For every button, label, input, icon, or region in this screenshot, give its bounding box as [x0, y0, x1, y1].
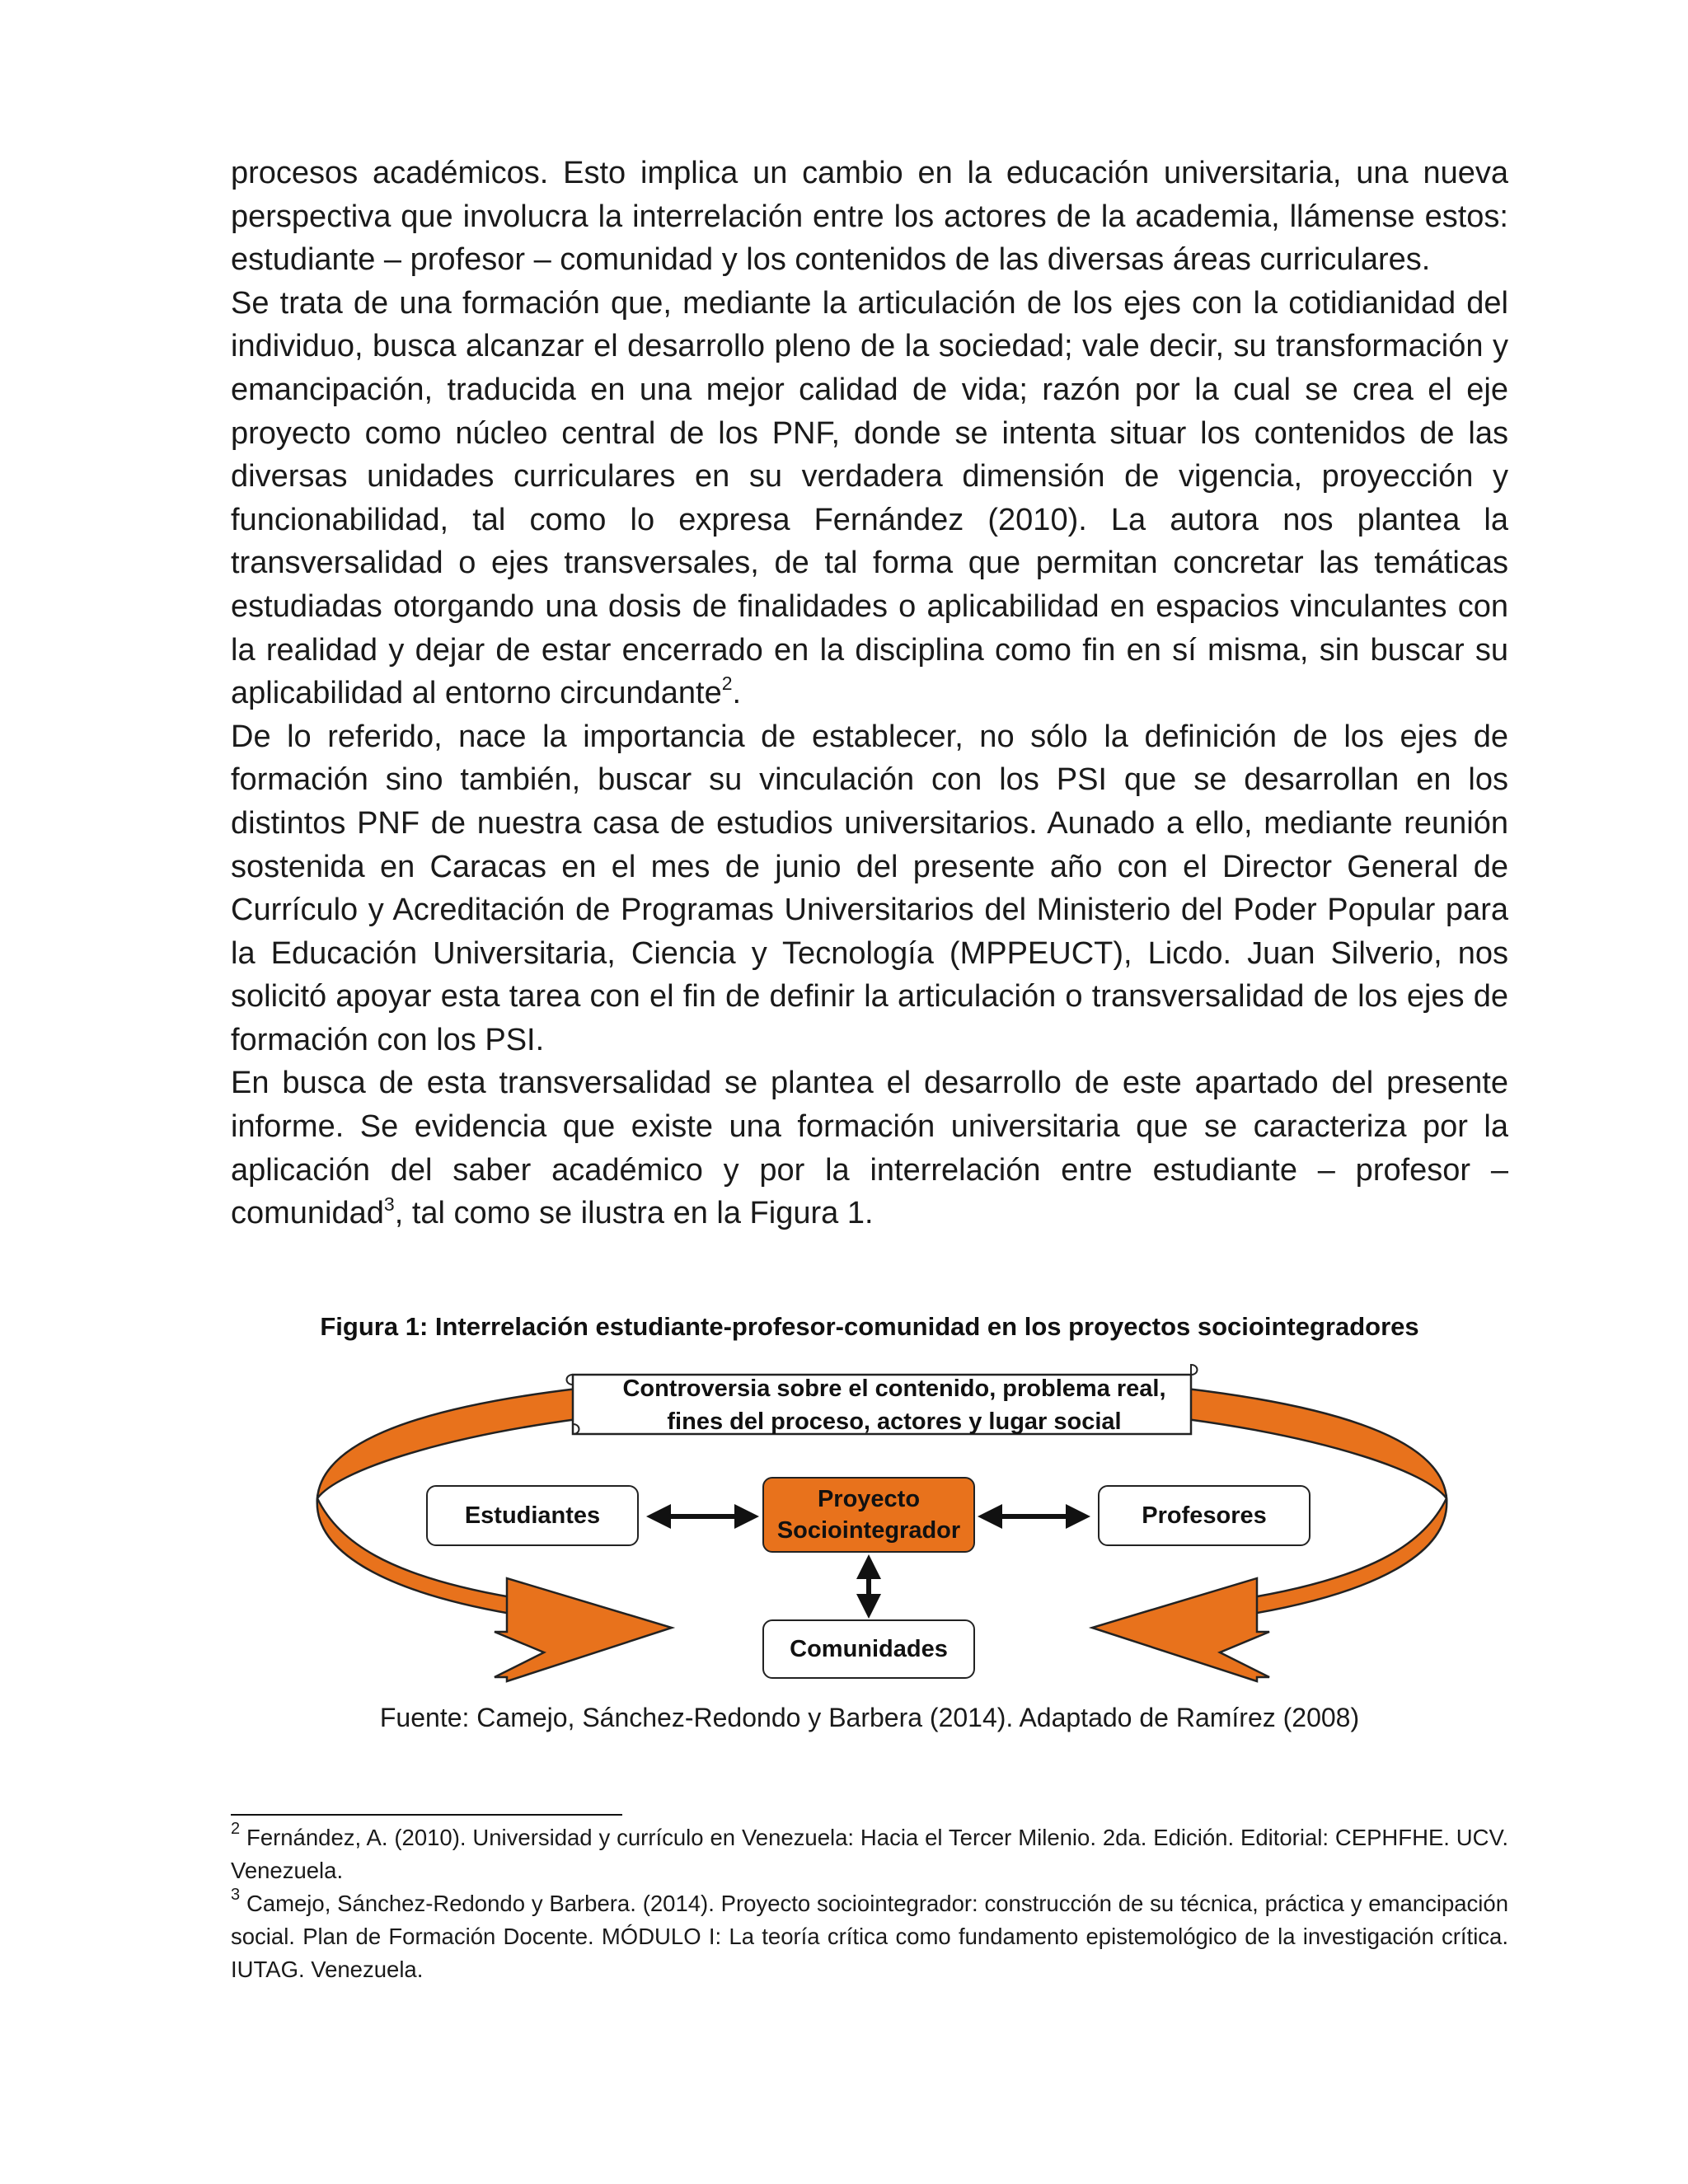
footnote-ref-3: 3 [383, 1193, 395, 1215]
paragraph-1: procesos académicos. Esto implica un cambio en la educación universitaria, una nueva perspectiva que involucra la interrelación entre los actores de la academia, llámense estos: estudiante – profesor – comunidad y los contenidos de las diversas áreas curriculares. [231, 156, 1508, 278]
right-arrow-head [1092, 1578, 1269, 1681]
interrelation-diagram [305, 1352, 1459, 1698]
students-box: Estudiantes [426, 1485, 639, 1546]
ring-band-top-right [1187, 1389, 1447, 1498]
footnote-2: $^2$ Fernández, A. (2010). Universidad y currículo en Venezuela: Hacia el Tercer Milenio. 2da. Edición. Editorial: CEPHFHE. UCV. Venezuela. [231, 1819, 1508, 1883]
footnote-ref-2: 2 [721, 673, 733, 695]
teachers-box: Profesores [1098, 1485, 1311, 1546]
body-text [231, 152, 1508, 1235]
communities-box: Comunidades [762, 1619, 975, 1679]
ring-band-top [317, 1389, 577, 1498]
left-arrow-head [495, 1578, 672, 1681]
figure-source: Fuente: Camejo, Sánchez-Redondo y Barbera (2014). Adaptado de Ramírez (2008) [379, 1703, 1360, 1732]
figure-title: Figura 1: Interrelación estudiante-profesor-comunidad en los proyectos sociointegradores [320, 1312, 1419, 1341]
paragraph-2: Se trata de una formación que, mediante la articulación de los ejes con la cotidianidad del individuo, busca alcanzar el desarrollo pleno de la sociedad; vale decir, su transformación y emancipación, traducida en una mejor calidad de vida; razón por la cual se crea el eje proyecto como núcleo central de los PNF, donde se intenta situar los contenidos de las diversas unidades curriculares en su verdadera dimensión de vigencia, proyección y funcionabilidad, tal como lo expresa Fernández (2010). La autora nos plantea la transversalidad o ejes transversales, de tal forma que permitan concretar las temáticas estudiadas otorgando una dosis de finalidades o aplicabilidad en espacios vinculantes con la realidad y dejar de estar encerrado en la disciplina como fin en sí misma, sin buscar su aplicabilidad al entorno circundante$^2$. [231, 285, 1508, 711]
footnote-3: $^3$ Camejo, Sánchez-Redondo y Barbera. (2014). Proyecto sociointegrador: construcción de su técnica, práctica y emancipación social. Plan de Formación Docente. MÓDULO I: La teoría crítica como fundamento epistemológico de la investigación crítica. IUTAG. Venezuela. [231, 1885, 1508, 1982]
footnotes [231, 1821, 1508, 1986]
paragraph-3: De lo referido, nace la importancia de establecer, no sólo la definición de los ejes de formación sino también, buscar su vinculación con los PSI que se desarrollan en los distintos PNF de nuestra casa de estudios universitarios. Aunado a ello, mediante reunión sostenida en Caracas en el mes de junio del presente año con el Director General de Currículo y Acreditación de Programas Universitarios del Ministerio del Poder Popular para la Educación Universitaria, Ciencia y Tecnología (MPPEUCT), Licdo. Juan Silverio, nos solicitó apoyar esta tarea con el fin de definir la articulación o transversalidad de los ejes de formación con los PSI. [231, 719, 1508, 1057]
paragraph-4: En busca de esta transversalidad se plantea el desarrollo de este apartado del presente informe. Se evidencia que existe una formación universitaria que se caracteriza por la aplicación del saber académico y por la interrelación entre estudiante – profesor – comunidad$^3$, tal como se ilustra en la Figura 1. [231, 1066, 1508, 1231]
project-box: Proyecto Sociointegrador [762, 1477, 975, 1553]
footnote-divider [231, 1814, 622, 1816]
scroll-banner-text: Controversia sobre el contenido, problema real, fines del proceso, actores y lugar social [622, 1376, 1166, 1435]
